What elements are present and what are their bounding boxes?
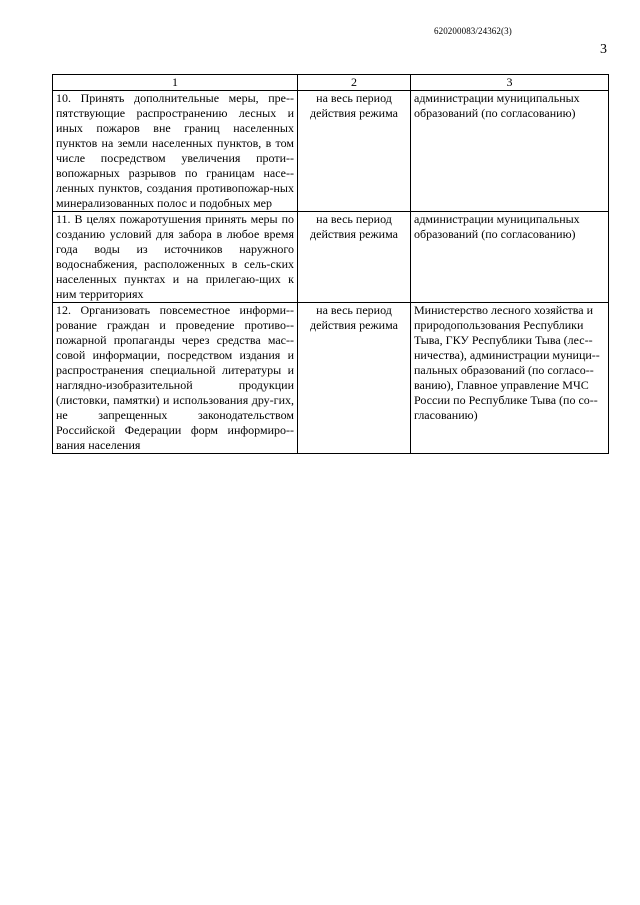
measure-cell: 12. Организовать повсеместное информи-рование граждан и проведение противо-пожарной пропаганды через средства мас-совой информации, посредством издания и распространения специальной литературы и наглядно-изобразительной продукции (листовки, памятки) и использования дру-гих, не запрещенных законодательством Российской Федерации форм информиро-вания населения — [53, 303, 298, 454]
table-header-row — [53, 75, 609, 91]
column-header-1: 1 — [53, 75, 298, 91]
period-cell: на весь период действия режима — [298, 303, 411, 454]
responsible-cell: администрации муниципальных образований (по согласованию) — [411, 212, 609, 303]
page-number: 3 — [600, 42, 607, 57]
period-cell: на весь период действия режима — [298, 91, 411, 212]
period-cell: на весь период действия режима — [298, 212, 411, 303]
table-row — [53, 212, 609, 303]
table-row — [53, 303, 609, 454]
measure-cell: 11. В целях пожаротушения принять меры по созданию условий для забора в любое время года воды из источников наружного водоснабжения, расположенных в сель-ских населенных пунктах и на прилегаю-щих к ним территориях — [53, 212, 298, 303]
column-header-3: 3 — [411, 75, 609, 91]
measure-cell: 10. Принять дополнительные меры, пре-пятствующие распространению лесных и иных пожаров вне границ населенных пунктов на земли населенных пунктов, в том числе посредством увеличения проти-вопожарных разрывов по границам насе-ленных пунктов, создания противопожар-ных минерализованных полос и подобных мер — [53, 91, 298, 212]
column-header-2: 2 — [298, 75, 411, 91]
measures-table — [52, 74, 609, 454]
responsible-cell: Министерство лесного хозяйства и природопользования Республики Тыва, ГКУ Республики Тыва (лес-ничества), администрации муници-пальных образований (по согласо-ванию), Главное управление МЧС России по Республике Тыва (по со-гласованию) — [411, 303, 609, 454]
responsible-cell: администрации муниципальных образований (по согласованию) — [411, 91, 609, 212]
table-row — [53, 91, 609, 212]
document-id: 620200083/24362(3) — [434, 26, 512, 36]
